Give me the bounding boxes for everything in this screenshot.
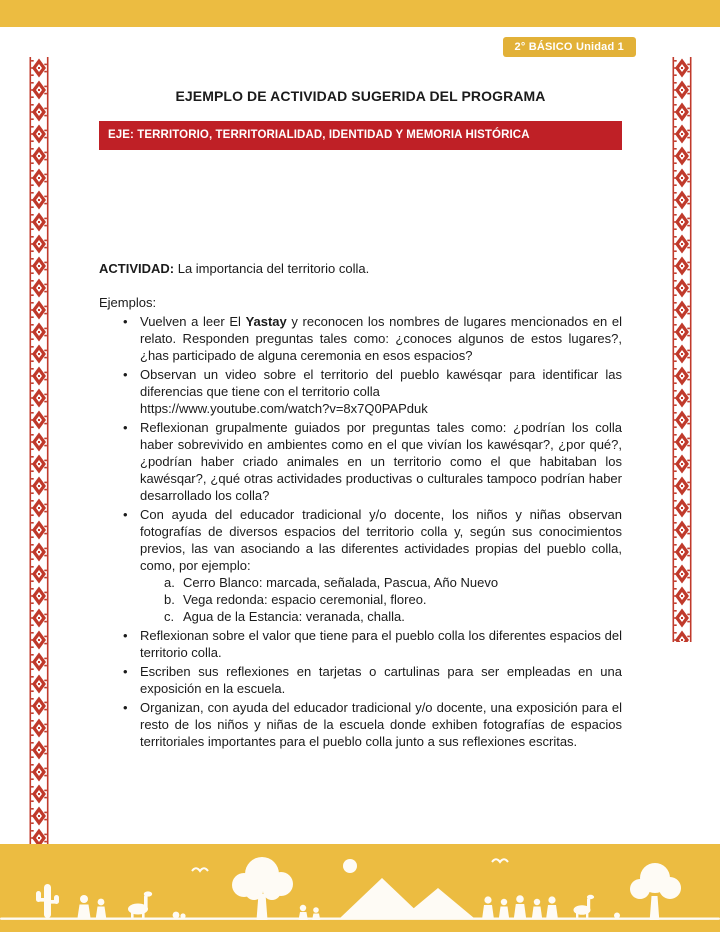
top-gold-strip: [0, 0, 720, 27]
activity-line: [99, 260, 622, 277]
example-bullet: [121, 419, 622, 504]
landscape-silhouette-icon: [0, 844, 720, 932]
text-segment: Con ayuda del educador tradicional y/o docente, los niños y niñas observan fotografías de diversos espacios del territorio colla y, según sus conocimientos previos, las van asociando a las diferentes actividades propias del pueblo colla, como, por ejemplo:: [140, 507, 622, 573]
subitem-marker: b.: [164, 592, 175, 607]
lettered-subitem: [164, 574, 622, 591]
bullet-text: [140, 507, 622, 573]
text-segment: Escriben sus reflexiones en tarjetas o cartulinas para ser empleadas en una exposición en la escuela.: [140, 664, 622, 696]
example-bullet: [121, 366, 622, 417]
bullet-text: [140, 314, 622, 363]
text-segment: y reconocen los nombres de lugares mencionados en el relato. Responden preguntas tales como: ¿conoces algunos de estos lugares?, ¿has participado de alguna ceremonia en esos espacios?: [140, 314, 622, 363]
example-bullet: [121, 313, 622, 364]
bullet-text: [140, 700, 622, 749]
activity-label: ACTIVIDAD:: [99, 261, 175, 276]
text-segment: Reflexionan grupalmente guiados por preguntas tales como: ¿podrían los colla haber sobrevivido en ambientes como en el que vivían los kawésqar?, ¿por qué?, ¿podrían haber criado animales en un territorio como el que habitaban los kawésqar?, ¿qué otras actividades productivas o culturales tampoco podrían haber desarrollado los colla?: [140, 420, 622, 503]
unit-badge: 2° BÁSICO Unidad 1: [503, 37, 636, 57]
example-bullet: [121, 699, 622, 750]
right-textile-border: [672, 57, 692, 642]
examples-list: [121, 313, 622, 750]
page-title: EJEMPLO DE ACTIVIDAD SUGERIDA DEL PROGRAMA: [175, 88, 546, 104]
subitem-text: Agua de la Estancia: veranada, challa.: [183, 609, 405, 624]
lettered-subitem: [164, 608, 622, 625]
left-textile-border: [29, 57, 49, 862]
subitem-text: Cerro Blanco: marcada, señalada, Pascua, Año Nuevo: [183, 575, 499, 590]
text-segment: Vuelven a leer El: [140, 314, 246, 329]
eje-banner-label: EJE: TERRITORIO, TERRITORIALIDAD, IDENTIDAD Y MEMORIA HISTÓRICA: [108, 129, 530, 141]
text-segment: Organizan, con ayuda del educador tradicional y/o docente, una exposición para el resto de los niños y niñas de la escuela donde exhiben fotografías de espacios territoriales importantes para el pueblo colla junto a sus reflexiones escritas.: [140, 700, 622, 749]
subitem-marker: a.: [164, 575, 175, 590]
bullet-text: [140, 420, 622, 503]
bullet-text: [140, 367, 622, 416]
text-segment: Observan un video sobre el territorio del pueblo kawésqar para identificar las diferencias que tiene con el territorio colla: [140, 367, 622, 399]
bullet-text: [140, 628, 622, 660]
text-segment: Yastay: [245, 314, 287, 329]
example-bullet: [121, 506, 622, 625]
bullet-text: [140, 664, 622, 696]
example-bullet: [121, 627, 622, 661]
subitem-marker: c.: [164, 609, 175, 624]
main-content: [99, 88, 622, 752]
eje-banner: [99, 121, 622, 150]
andean-textile-pattern-icon: [29, 57, 49, 862]
text-segment: Reflexionan sobre el valor que tiene para el pueblo colla los diferentes espacios del territorio colla.: [140, 628, 622, 660]
youtube-link[interactable]: https://www.youtube.com/watch?v=8x7Q0PAPduk: [140, 401, 428, 416]
andean-textile-pattern-icon: [672, 57, 692, 642]
subitem-text: Vega redonda: espacio ceremonial, floreo.: [183, 592, 427, 607]
example-bullet: [121, 663, 622, 697]
lettered-subitem: [164, 591, 622, 608]
bottom-illustration-band: [0, 844, 720, 932]
activity-text: La importancia del territorio colla.: [174, 261, 370, 276]
lettered-sublist: [164, 574, 622, 625]
examples-label: Ejemplos:: [99, 295, 157, 310]
